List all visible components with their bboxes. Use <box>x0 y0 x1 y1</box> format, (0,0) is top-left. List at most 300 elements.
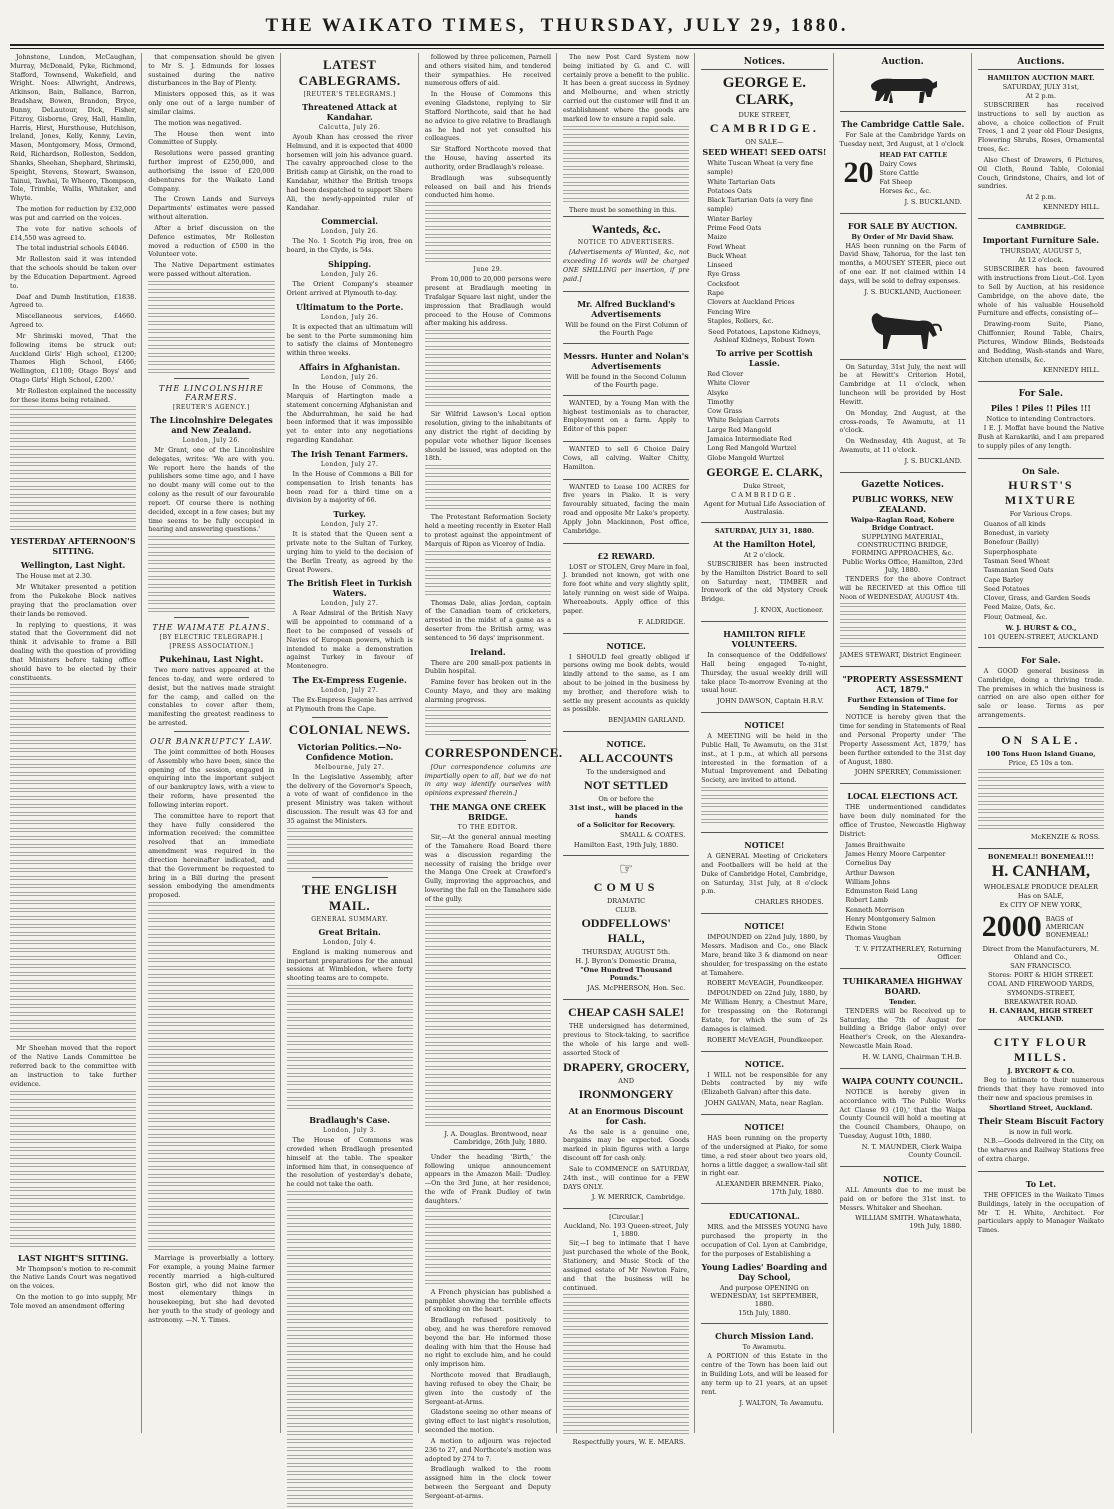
ad-heading: HAMILTON AUCTION MART. <box>987 74 1095 82</box>
notice-text: I SHOULD feel greatly obliged if persons owing me book debts, would kindly attend to the same, as I am about to be joined in the business by my brother, and therefore wish to settle my present accounts as quickly as possible. <box>563 652 690 714</box>
bag-count: 2000 <box>981 909 1042 943</box>
article-paragraph: The No. 1 Scotch Pig iron, free on board, in the Clyde, is 54s. <box>286 237 413 255</box>
ad-text: THE OFFICES in the Waikato Times Buildings, lately in the occupation of Mr T. H. White, Architect. For particulars apply to Manager Waikato Times. <box>977 1190 1104 1235</box>
list-item: Bonefour (Bailly) <box>983 538 1039 547</box>
column-3 <box>287 53 419 1433</box>
ad-text: SUBSCRIBER has been favoured with instructions from Lieut.-Col. Lyon to Sell by Auction, at his residence Cambridge, on the above date, the whole of his valuable Household Furniture and effects, consisting of— <box>977 265 1104 318</box>
ad-heading: PUBLIC WORKS, NEW ZEALAND. <box>851 493 954 514</box>
dog-icon <box>840 305 966 355</box>
ad-text: 15th July, 1880. <box>738 1309 791 1318</box>
column-6 <box>701 53 833 1433</box>
ad-text: SATURDAY, JULY 31st, <box>1002 83 1080 91</box>
ad-text: H. J. Byron's Domestic Drama, <box>575 957 677 966</box>
section-title: Notices. <box>743 57 785 67</box>
ad-signature: JAMES STEWART, District Engineer. <box>839 651 962 660</box>
ad-text: IRONMONGERY <box>578 1086 674 1101</box>
list-item: Linseed <box>707 261 733 270</box>
list-item: White Tartarian Oats <box>707 177 776 186</box>
ad-text: WHOLESALE PRODUCE DEALER <box>983 882 1099 891</box>
ad-text: On Monday, 2nd August, at the cross-roads, Te Awamutu, at 11 o'clock. <box>839 408 966 435</box>
article-heading: Great Britain. <box>318 926 381 937</box>
article-heading: The Irish Tenant Farmers. <box>291 448 409 459</box>
section-heading: LAST NIGHT'S SITTING. <box>17 1252 129 1263</box>
ad-text: NOT SETTLED <box>584 778 669 793</box>
article-paragraph: In replying to questions, it was stated that the Government did not think it advisable to frame a Bill dealing with the question of providing that Ministers before taking office should have to be elected by their constituents. <box>10 620 137 682</box>
article-paragraph: Sir Wilfrid Lawson's Local option resolution, giving to the inhabitants of any district the right of deciding by popular vote whether liquor licenses should be issued, was adopted on the 18th. <box>424 410 551 463</box>
ad-heading: EDUCATIONAL. <box>729 1211 800 1222</box>
ad-text: HEAD FAT CATTLE <box>879 150 948 159</box>
ad-text: A GENERAL Meeting of Cricketers and Footballers will be held at the Duke of Cambridge Hotel, Cambridge, on Saturday, 31st July, at 8 o'clock p.m. <box>701 852 828 896</box>
list-item: Seed Potatoes <box>983 584 1030 593</box>
article-paragraph: Johnstone, Lundon, McCaughan, Murray, McDonald, Pyke, Richmond, Stafford, Townsend, Wakefield, and Wright. Noes: Allwright, Andrews, Atkinson, Bain, Ballance, Barron, Bradshaw, Bowen, Brandon, Bryce, Bunny, DeLautour, Dick, Fisher, Fitzroy, Gisborne, Grey, Hall, Hamlin, Harris, Hirst, Hursthouse, Hutchison, Ireland, Jones, Kelly, Kenny, Levin, Mason, Montgomery, Moss, Ormond, Reid, Richardson, Rolleston, Seddon, Shanks, Sheehan, Shephard, Shrimski, Speight, Stevens, Stewart, Swanson, Tainui, Tawhai, Te Wheoro, Thompson, Tole, Trimble, Wallis, Whitaker, and Whyte. <box>10 53 137 203</box>
ad-signature: KENNEDY HILL. <box>1042 203 1100 212</box>
ad-text: COAL AND FIREWOOD YARDS, <box>987 979 1095 988</box>
list-item: Henry Montgomery Salmon <box>845 914 936 923</box>
article-paragraph: Sir Stafford Northcote moved that the House, having asserted its authority, order Bradlaugh's release. <box>424 145 551 171</box>
ad-text: MRS. and the MISSES YOUNG have purchased the property in the occupation of Col. Lyon at Cambridge, for the purposes of Establishing a <box>701 1223 828 1258</box>
list-item: Clovers at Auckland Prices <box>707 298 795 307</box>
list-item: Edmunston Reid Lang <box>845 887 918 896</box>
ad-text: To arrive per Scottish Lassie. <box>716 348 813 369</box>
list-item: Potatoes Oats <box>707 186 752 195</box>
article-heading: THE MANGA ONE CREEK BRIDGE. <box>429 802 546 823</box>
ad-text: H. CANHAM, <box>991 862 1090 880</box>
section-title: Gazette Notices. <box>861 479 944 490</box>
ad-text: 31st inst., will be placed in the hands <box>569 804 684 821</box>
article-heading: Turkey. <box>333 509 366 520</box>
dateline: Wellington, Last Night. <box>20 560 126 571</box>
ad-text: IMPOUNDED on 22nd July, 1880, by Messrs. Madison and Co., one Black Mare, brand like 3 & diamond on near shoulder, for trespassing on the estate at Tamahere. <box>701 933 828 977</box>
article-paragraph: Mr Rolleston explained the necessity for these items being retained. <box>10 386 137 404</box>
article-paragraph: The Orient Company's steamer Orient arrived at Plymouth to-day. <box>286 280 413 297</box>
column-4 <box>424 53 563 1500</box>
ad-signature: J. S. BUCKLAND. <box>904 456 962 465</box>
article-paragraph: Mr Sheehan moved that the report of the Native Lands Committee be referred back to the committee with an instruction to take further evidence. <box>10 1044 137 1088</box>
ad-text: And purpose OPENING on WEDNESDAY, 1st SEPTEMBER, 1880. <box>710 1284 819 1309</box>
section-title: For Sale. <box>1018 389 1064 400</box>
ad-text: At 2 p.m. <box>1025 92 1057 100</box>
ad-heading: Piles ! Piles !! Piles !!! <box>990 403 1091 414</box>
article-paragraph: It is expected that an ultimatum will be sent to the Porte summoning him to satisfy the claims of Montenegro within three weeks. <box>286 322 413 358</box>
ad-heading: COMUS <box>593 880 659 895</box>
ad-text: NOTICE is hereby given in accordance with 'The Public Works Act Clause 93 (10),' that the Waipa County Council will hold a meeting at the Council Chambers, Ohaupo, on Tuesday, August 10th, 1880. <box>839 1087 966 1141</box>
ad-text: Further Extension of Time for Sending in Statements. <box>847 696 958 713</box>
list-item: Feed Maize, Oats, &c. <box>983 603 1056 612</box>
ad-text: Public Works Office, Hamilton, 23rd July, 1880. <box>842 557 964 574</box>
ad-text: At 12 o'clock. <box>1018 256 1064 265</box>
article-heading: Shipping. <box>328 259 372 270</box>
candidate-list <box>846 841 966 943</box>
seed-list <box>707 370 827 463</box>
ad-text: ALL Amounts due to me must be paid on or before the 31st inst. to Messrs. Whitaker and Sheehan. <box>839 1185 966 1212</box>
ad-signature: WILLIAM SMITH. Whatawhata, 19th July, 1880. <box>855 1214 962 1231</box>
ad-signature: ROBERT McVEAGH, Poundkeeper. <box>706 979 824 988</box>
list-item: Cocksfoot <box>707 279 740 288</box>
dateline: London, July 27. <box>320 600 379 608</box>
article-paragraph: On the motion to go into supply, Mr Tole moved an amendment offering <box>10 1293 137 1310</box>
ad-heading: NOTICE. <box>883 1173 923 1184</box>
list-item: White Tuscan Wheat (a very fine sample) <box>707 159 814 177</box>
column-8 <box>978 53 1104 1433</box>
section-title: On Sale. <box>1022 465 1060 476</box>
ad-heading: GEORGE E. CLARK, <box>722 75 807 108</box>
ad-text: THE undersigned has determined, previous to Stock-taking, to sacrifice the whole of his large and well-assorted Stock of <box>563 1022 690 1057</box>
ad-text: H. CANHAM, HIGH STREET AUCKLAND. <box>988 1006 1093 1023</box>
list-item: Rape <box>707 288 724 297</box>
product-list <box>984 520 1104 622</box>
ad-heading: At the Hamilton Hotel, <box>713 538 816 549</box>
ad-text: Notice to intending Contractors. <box>986 415 1096 424</box>
ad-heading: CHEAP CASH SALE! <box>568 1005 685 1020</box>
ad-text: Also Chest of Drawers, 6 Pictures, Oil Cloth, Round Table, Colonial Couch, Grindstone, Chairs, and lot of sundries. <box>977 155 1104 191</box>
article-paragraph: Northcote moved that Bradlaugh, having refused to obey the Chair, be given into the custody of the Sergeant-at-Arms. <box>424 1371 551 1406</box>
ad-signature: JOHN SPERREY, Commissioner. <box>854 768 962 777</box>
list-item: Edwin Stone <box>845 924 887 933</box>
article-paragraph: Bradlaugh was subsequently released on bail and his friends conducted him home. <box>424 173 551 200</box>
ad-text: THE undermentioned candidates have been duly nominated for the office of Trustee, Newcastle Highway District: <box>839 803 966 838</box>
ad-text: CAMBRIDGE. <box>709 121 819 135</box>
article-paragraph: The House of Commons was crowded when Bradlaugh presented himself at the table. The speaker informed him that, in consequence of the resolution of yesterday's debate, he could not take the oath. <box>286 1136 413 1189</box>
dateline: London, July 27. <box>320 687 379 695</box>
ad-text: To Awamutu. <box>742 1343 787 1352</box>
list-item: Guanos of all kinds <box>983 519 1046 528</box>
section-heading: YESTERDAY AFTERNOON'S SITTING. <box>10 536 136 557</box>
ad-text: Dairy Cows <box>879 159 917 168</box>
ad-text: SYMONDS-STREET, <box>1006 988 1075 997</box>
article-paragraph: It is stated that the Queen sent a private note to the Sultan of Turkey, urging him to yield to the decision of the Berlin Treaty, as agreed by the Great Powers. <box>286 530 413 574</box>
article-paragraph: The new Post Card System now being initiated by G. and C. will certainly prove a benefit to the public. It has been a great success in Sydney and Melbourne, and when strictly carried out the customer will find it an establishment where the goods are marked low to ensure a rapid sale. <box>563 53 690 123</box>
ad-text: As the sale is a genuine one, bargains may be expected. Goods marked in plain figures with a large discount off for cash only. <box>563 1127 690 1163</box>
ad-signature: J. S. BUCKLAND, Auctioneer. <box>864 287 962 296</box>
agency-credit: [BY ELECTRIC TELEGRAPH.] <box>159 634 263 642</box>
ad-text: Hamilton East, 19th July, 1880. <box>573 841 679 850</box>
ad-signature: Respectfully yours, W. E. MEARS. <box>572 1438 686 1447</box>
ad-signature: JOHN DAWSON, Captain H.R.V. <box>716 697 824 706</box>
head-count: 20 <box>843 156 874 190</box>
section-title: CORRESPONDENCE. <box>424 744 563 760</box>
article-paragraph: The Protestant Reformation Society held a meeting recently in Exeter Hall to protest against the appointment of Marquis of Ripon as Viceroy of India. <box>424 513 551 548</box>
ad-signature: J. S. BUCKLAND. <box>904 197 962 206</box>
ad-heading: BONEMEAL!! BONEMEAL!!! <box>987 852 1094 861</box>
ad-heading: NOTICE. <box>744 1058 784 1069</box>
article-paragraph: Mr Thompson's motion to re-commit the Native Lands Court was negatived on the voices. <box>10 1264 137 1291</box>
section-title: Auctions. <box>1017 57 1065 67</box>
ad-text: A MEETING will be held in the Public Hall, Te Awamutu, on the 31st inst., at 1 p.m., at which all persons interested in the formation of a Mutual Improvement and Debating Society, are invited to attend. <box>701 732 828 785</box>
ad-heading: NOTICE! <box>744 921 785 932</box>
article-paragraph: The Ex-Empress Eugenie has arrived at Plymouth from the Cape. <box>286 696 413 713</box>
section-title: For Sale. <box>1021 654 1061 665</box>
ad-heading: £2 REWARD. <box>597 550 655 561</box>
article-paragraph: Bradlaugh walked to the room assigned him in the clock tower between the Sergeant and Deputy Sergeant-at-arms. <box>424 1465 551 1500</box>
ad-signature: H. W. LANG, Chairman T.H.B. <box>862 1052 962 1061</box>
ad-text: Price, £5 10s a ton. <box>1008 758 1074 767</box>
ad-signature: ALEXANDER BREMNER. Piako, 17th July, 1880. <box>715 1180 824 1197</box>
article-paragraph: Thomas Dale, alias Jordan, captain of the Canadian team of cricketers, arrested in the midst of a game as a deserter from the British army, was sentenced to 56 days' imprisonment. <box>424 598 551 642</box>
dateline: London, July 26. <box>182 436 241 444</box>
article-heading: Victorian Politics.—No-Confidence Motion. <box>297 741 402 762</box>
column-5 <box>563 53 695 1447</box>
ad-heading: ON SALE. <box>1001 732 1081 747</box>
ad-text: I E. J. Moffat have bound the Native Bush at Karakariki, and I am prepared to supply piles of any length. <box>977 424 1104 451</box>
pointing-hand-icon: ☞ <box>618 859 634 879</box>
ad-heading: To Let. <box>1025 1178 1057 1189</box>
list-item: Cow Grass <box>707 407 743 416</box>
section-title: THE ENGLISH MAIL. <box>301 881 398 913</box>
ad-text: Stores: PORT & HIGH STREET. <box>988 970 1094 979</box>
ad-heading: "PROPERTY ASSESSMENT ACT, 1879." <box>842 674 963 695</box>
ad-text: SUPPLYING MATERIAL, CONSTRUCTING BRIDGE, FORMING APPROACHES, &c. <box>851 532 954 557</box>
ad-text: For Various Crops. <box>1009 509 1073 518</box>
list-item: Robert Lamb <box>845 896 888 905</box>
masthead-title: THE WAIKATO TIMES, <box>265 15 527 36</box>
list-item: Globe Mangold Wurtzel <box>707 453 784 462</box>
letter-signature: J. A. Douglas. Brentwood, near Cambridge, 26th July, 1880. <box>444 1129 547 1146</box>
ad-text: Sale to COMMENCE on SATURDAY, 24th inst., will continue for a FEW DAYS ONLY. <box>563 1164 690 1191</box>
article-heading: The British Fleet in Turkish Waters. <box>287 578 412 599</box>
article-paragraph: Ministers opposed this, as it was only one out of a large number of similar claims. <box>148 90 275 116</box>
section-subtitle: TO THE EDITOR. <box>457 824 518 832</box>
article-paragraph: The Native Department estimates were passed without alteration. <box>148 261 275 279</box>
ad-heading: NOTICE! <box>744 840 785 851</box>
ad-text: Important Furniture Sale. <box>982 235 1100 246</box>
article-heading: Ultimatum to the Porte. <box>295 301 404 312</box>
list-item: Large Red Mangold <box>707 425 772 434</box>
article-paragraph: Deaf and Dumb Institution, £1838. Agreed to. <box>10 292 137 310</box>
ad-text: Will be found in the Second Column of the Fourth page. <box>565 372 687 389</box>
columns <box>10 53 1104 1500</box>
ad-text: SUBSCRIBER has been instructed by the Hamilton District Board to sell on Saturday next, TIMBER and Ironwork of the old Mystery Creek Bridge. <box>701 559 828 604</box>
ad-text: W. J. HURST & CO., <box>1005 623 1077 632</box>
ad-text: CLUB. <box>615 906 637 915</box>
ad-signature: BENJAMIN GARLAND. <box>608 716 686 725</box>
list-item: Winter Barley <box>707 214 753 223</box>
column-2 <box>148 53 280 1433</box>
ad-text: GEORGE E. CLARK, <box>706 464 823 479</box>
ad-signature: T. V. FITZATHERLEY, Returning Officer. <box>855 944 962 961</box>
dateline: London, July 26. <box>320 313 379 321</box>
ad-signature: ROBERT McVEAGH, Poundkeeper. <box>706 1035 824 1044</box>
ad-signature: JOHN GALVAN, Mata, near Raglan. <box>705 1099 824 1108</box>
article-paragraph: The Crown Lands and Surveys Departments' estimates were passed without alteration. <box>148 195 275 222</box>
article-paragraph: Ayoub Khan has crossed the river Helmund, and it is expected that 4000 horsemen will join his advance guard. The cavalry approached close to the British camp at Girishk, on the road to Kandahar, whither the British troops had been despatched to support Shere Ali, the newly-appointed ruler of Kandahar. <box>286 133 413 212</box>
ad-signature: SMALL & COATES. <box>619 831 686 840</box>
article-paragraph: England is making numerous and important preparations for the annual sessions at Wimbledon, where forty shooting teams are to compete. <box>286 947 413 983</box>
ad-text: Has on SALE, <box>1017 891 1064 900</box>
article-paragraph: In the House of Commons a Bill for compensation to Irish tenants has been read for a third time on a division by a majority of 66. <box>286 469 413 505</box>
article-paragraph: The House met at 2.30. <box>16 572 92 581</box>
cow-icon <box>840 71 966 107</box>
article-paragraph: In the House of Commons this evening Gladstone, replying to Sir Stafford Northcote, said that he had no advice to give relative to Bradlaugh as he had not yet consulted his colleagues. <box>424 90 551 143</box>
article-paragraph: In the Legislative Assembly, after the delivery of the Governor's Speech, a vote of want of confidence in the present Ministry was taken without discussion. The result was 43 for and 35 against the Ministers. <box>286 772 413 825</box>
ad-text: DRAMATIC <box>607 897 646 906</box>
dateline: London, July 4. <box>322 938 377 946</box>
list-item: Flour, Oatmeal, &c. <box>983 612 1048 621</box>
wanted-ad: WANTED to sell 6 Choice Dairy Cows, all calving. Walter Chitty, Hamilton. <box>563 445 690 471</box>
article-paragraph: Sir,—At the general annual meeting of the Tamahere Road Board there was a discussion regarding the necessity of raising the bridge over the Manga One Creek at Crawford's Gully, improving the approaches, and lowering the fall on the Tamahere side of the gully. <box>424 833 551 903</box>
article-paragraph: The vote for native schools of £14,550 was agreed to. <box>10 224 137 242</box>
list-item: Fowl Wheat <box>707 242 746 251</box>
article-paragraph: Famine fever has broken out in the County Mayo, and they are making alarming progress. <box>424 678 551 704</box>
agency-credit: [REUTER'S TELEGRAMS.] <box>303 91 396 98</box>
article-paragraph: that compensation should be given to Mr S. J. Edmunds for losses sustained during the native disturbances in the Bay of Plenty. <box>148 53 275 88</box>
ad-text: Drawing-room Suite, Piano, Chiffonnier, Round Table, Chairs, Pictures, Window Blinds, Bedsteads and Bedding, Wash-stands and Ware, Kitchen utensils, &c. <box>977 320 1104 364</box>
ad-text: N.B.—Goods delivered in the City, on the wharves and Railway Stations free of extra charge. <box>977 1137 1104 1164</box>
ad-text: At an Enormous Discount for Cash. <box>568 1105 684 1126</box>
masthead <box>10 8 1104 46</box>
section-title: Wanteds, &c. <box>591 222 661 237</box>
article-paragraph: There are 200 small-pox patients in Dublin hospital. <box>424 658 551 676</box>
ad-text: Auckland, No. 193 Queen-street, July 1, 1880. <box>563 1222 689 1239</box>
article-paragraph: Marriage is proverbially a lottery. For example, a young Maine farmer recently married a high-cultured Boston girl, who did not know the most elementary things in housekeeping, but she had devoted her youth to the study of geology and astronomy. —N. Y. Times. <box>148 1254 275 1324</box>
article-heading: Affairs in Afghanistan. <box>299 362 401 373</box>
ad-text: BREAKWATER ROAD. <box>1004 997 1078 1006</box>
masthead-date: THURSDAY, JULY 29, 1880. <box>540 15 849 36</box>
dateline: Melbourne, July 27. <box>314 763 385 771</box>
list-item: Staples, Rollers, &c. <box>707 316 774 325</box>
ad-text: On Saturday, 31st July, the next will be at Hewitt's Criterion Hotel, Cambridge at 11 o'clock, when luncheon will be provided by Host Hewitt. <box>839 362 966 406</box>
list-item: Prime Feed Oats <box>707 223 762 232</box>
ad-text: By Order of Mr David Shaw. <box>851 232 954 241</box>
dateline: June 29. <box>473 266 503 274</box>
article-paragraph: Mr Rolleston said it was intended that the schools should be taken over by the Education Department. Agreed to. <box>10 255 137 290</box>
ad-signature: F. ALDRIDGE. <box>638 617 686 626</box>
ad-signature: KENNEDY HILL. <box>1042 366 1100 375</box>
ad-heading: Messrs. Hunter and Nolan's Advertisements <box>563 350 689 371</box>
article-paragraph: Two more natives appeared at the fences to-day, and were ordered to desist, but the natives made straight for the camp, and called on the constables to cover after them, manifesting the greatest readiness to be arrested. <box>148 666 275 728</box>
article-paragraph: A motion to adjourn was rejected 236 to 27, and Northcote's motion was adopted by 274 to 7. <box>424 1436 551 1463</box>
ad-text: Sir,—I beg to intimate that I have just purchased the whole of the Book, Stationery, and Music Stock of the assigned estate of Mr Newton Faire, and that the business will be continued. <box>563 1239 690 1292</box>
ad-text: At 2 o'clock. <box>743 550 785 559</box>
list-item: Superphosphate <box>983 547 1037 556</box>
ad-heading: HURST'S MIXTURE <box>1004 477 1077 507</box>
ad-text: 100 Tons Huon Island Guano, <box>986 749 1096 758</box>
article-paragraph: The motion was negatived. <box>154 118 242 127</box>
ad-text: To the undersigned and <box>586 768 666 777</box>
ad-text: 101 QUEEN-STREET, AUCKLAND <box>983 632 1099 641</box>
ad-text: BAGS of AMERICAN BONEMEAL! <box>1045 914 1089 939</box>
ad-text: SEED WHEAT! SEED OATS! <box>702 147 827 157</box>
ad-text: THURSDAY, AUGUST 5, <box>1000 247 1082 256</box>
ad-signature: J. W. MERRICK, Cambridge. <box>591 1193 686 1202</box>
ad-signature: J. WALTON, Te Awamutu. <box>739 1398 824 1407</box>
dateline: London, July 26. <box>320 374 379 382</box>
list-item: White Belgian Carrots <box>707 416 780 425</box>
list-item: Maize <box>707 233 727 242</box>
ad-signature: CHARLES RHODES. <box>754 898 824 907</box>
section-heading: THE WAIMATE PLAINS. <box>152 623 271 633</box>
ad-text: Shortland Street, Auckland. <box>989 1104 1093 1113</box>
ad-text: Seed Potatoes, Lapstone Kidneys, Ashleaf Kidneys, Robust Town <box>707 328 821 345</box>
ad-heading: WAIPA COUNTY COUNCIL. <box>842 1075 964 1086</box>
lost-ad: LOST or STOLEN, Grey Mare in foal, J. branded not known, got with one fore foot white and very slightly split, lately running on west side of Waipa. Whereabouts. Apply office of this paper. <box>563 562 690 615</box>
ad-text: On or before the <box>598 795 654 804</box>
dateline: Calcutta, July 26. <box>318 124 381 131</box>
ad-text: Store Cattle <box>879 168 919 177</box>
ad-heading: FOR SALE BY AUCTION. <box>847 220 958 231</box>
article-paragraph: The motion for reduction by £32,000 was put and carried on the voices. <box>10 205 137 222</box>
ad-heading: Church Mission Land. <box>715 1331 814 1342</box>
article-heading: Bradlaugh's Case. <box>309 1115 391 1126</box>
article-paragraph: The joint committee of both Houses of Assembly who have been, since the opening of the session, engaged in enquiring into the important subject of our bankruptcy laws, with a view to their reform, have presented the following interim report. <box>148 747 275 809</box>
article-paragraph: Mr Shrimski moved, 'That the following items be struck out: Auckland Girls' High school, £1200; Thames High School, £466; Wellington, £1100; Otago Boys' and Otago Girls' High School, £200.' <box>10 331 137 384</box>
article-heading: Commercial. <box>321 216 379 227</box>
ad-text: A GOOD general business in Cambridge, doing a thriving trade. The premises in which the business is carried on are also open either for sale or lease. Terms as per arrangements. <box>977 666 1104 720</box>
ad-text: HAS been running on the property of the undersigned at Piako, for some time, a red steer about two years old, horns a little dagger, a swallow-tail slit in right ear. <box>701 1134 828 1178</box>
list-item: Rye Grass <box>707 270 740 279</box>
list-item: Tasmanian Seed Oats <box>983 566 1054 575</box>
list-item: Thomas Vaughan <box>845 933 901 942</box>
dateline: London, July 26. <box>320 228 379 236</box>
wanted-ad: WANTED to Lease 100 ACRES for five years in Piako. It is very favourably situated, facing the main road and opposite Mr Lake's property. Apply John Mackinnon, Post office, Cambridge. <box>563 482 690 535</box>
ad-text: Young Ladies' Boarding and Day School, <box>701 1262 828 1283</box>
ad-heading: NOTICE. <box>606 739 646 750</box>
list-item: Cornelius Day <box>845 859 892 868</box>
article-paragraph: Gladstone seeing no other means of giving effect to last night's resolution, seconded the motion. <box>424 1408 551 1435</box>
article-paragraph: Under the heading 'Birth,' the following unique announcement appears in the Amazon Mail: 'Dudley.—On the 3rd June, at her residence, the wife of Frank Dudley of twin daughters.' <box>424 1152 551 1205</box>
ad-signature: JAS. McPHERSON, Hon. Sec. <box>587 984 686 993</box>
ad-text: Will be found on the First Column of the Fourth Page <box>565 320 688 337</box>
article-paragraph: Resolutions were passed granting further imprest of £250,000, and authorising the issue of £20,000 debentures for the Waikato Land Company. <box>148 149 275 193</box>
dateline: Pukehinau, Last Night. <box>159 654 264 665</box>
list-item: Clover, Grass, and Garden Seeds <box>983 594 1091 603</box>
agency-credit: [PRESS ASSOCIATION.] <box>169 643 254 651</box>
article-paragraph: After a brief discussion on the Defence estimates, Mr Rolleston moved a reduction of £500 in the Volunteer vote. <box>148 223 275 259</box>
ad-heading: Mr. Alfred Buckland's Advertisements <box>577 298 676 319</box>
list-item: William Johns <box>845 877 890 886</box>
dateline: London, July 27. <box>320 460 379 468</box>
list-item: White Clover <box>707 379 750 388</box>
section-title: LATEST CABLEGRAMS. <box>298 57 401 88</box>
ad-text: Agent for Mutual Life Association of Australasia. <box>703 499 825 516</box>
section-title: Auction. <box>881 57 924 67</box>
article-paragraph: A Rear Admiral of the British Navy will be appointed to command of a fleet to be composed of vessels of Navies of European powers, which is intended to make a demonstration against Turkey in favour of Montenegro. <box>286 609 413 671</box>
wanted-ad: WANTED, by a Young Man with the highest testimonials as to character, Employment on a farm. Apply to Editor of this paper. <box>563 398 690 434</box>
list-item: Black Tartarian Oats (a very fine sample) <box>707 196 813 214</box>
dateline: London, July 27. <box>320 521 379 529</box>
section-heading: OUR BANKRUPTCY LAW. <box>149 736 273 746</box>
ad-text: ODDFELLOWS' HALL, <box>581 916 671 946</box>
ad-text: Tender. <box>889 997 917 1006</box>
ad-text: is now in full work. <box>1008 1128 1073 1137</box>
ad-signature: McKENZIE & ROSS. <box>1030 832 1100 841</box>
section-title: COLONIAL NEWS. <box>288 721 411 737</box>
ad-text: THURSDAY, AUGUST 5th. <box>582 948 671 957</box>
ad-text: DUKE STREET, <box>738 111 791 119</box>
ad-text: AND <box>618 1076 635 1085</box>
article-paragraph: Mr Grant, one of the Lincolnshire delegates, writes: 'We are with you. We report here the hands of the publishers some time ago, and I have no doubt many will come out to the colony as the result of our favourable report. Of course there is nothing decided, except in a few cases; but my time seems to be fully occupied in hearing and answering questions.' <box>148 445 275 534</box>
dateline: London, July 26. <box>320 271 379 279</box>
list-item: Red Clover <box>707 370 744 379</box>
list-item: James Henry Moore Carpenter <box>845 849 946 858</box>
list-item: Cape Barley <box>983 575 1024 584</box>
ad-text: SAN FRANCISCO. <box>1010 961 1072 970</box>
ad-text: NOTICE is hereby given that the time for sending in Statements of Real and Personal Property under 'The Property Assessment Act, 1879,' has been further extended to the 31st day of August, 1880. <box>839 713 966 766</box>
ad-signature: N. T. MAUNDER, Clerk Waipa County Council. <box>861 1142 962 1159</box>
seed-list <box>707 159 827 326</box>
article-paragraph: The House then went into Committee of Supply. <box>148 129 275 147</box>
ad-text: SATURDAY, JULY 31, 1880. <box>714 526 814 535</box>
ad-text: DRAPERY, GROCERY, <box>563 1059 690 1074</box>
ad-heading: CITY FLOUR MILLS. <box>993 1034 1089 1064</box>
ad-text: "One Hundred Thousand Pounds." <box>580 966 672 983</box>
column-7 <box>840 53 972 1433</box>
ad-text: Direct from the Manufacturers, M. Ohland and Co., <box>982 944 1100 961</box>
ad-heading: NOTICE! <box>744 720 785 731</box>
article-heading: The Ex-Empress Eugenie. <box>292 675 407 686</box>
list-item: Long Red Mangold Wurtzel <box>707 444 797 453</box>
ad-text: Ex CITY OF NEW YORK, <box>999 900 1083 909</box>
ad-text: ALL ACCOUNTS <box>579 751 673 766</box>
